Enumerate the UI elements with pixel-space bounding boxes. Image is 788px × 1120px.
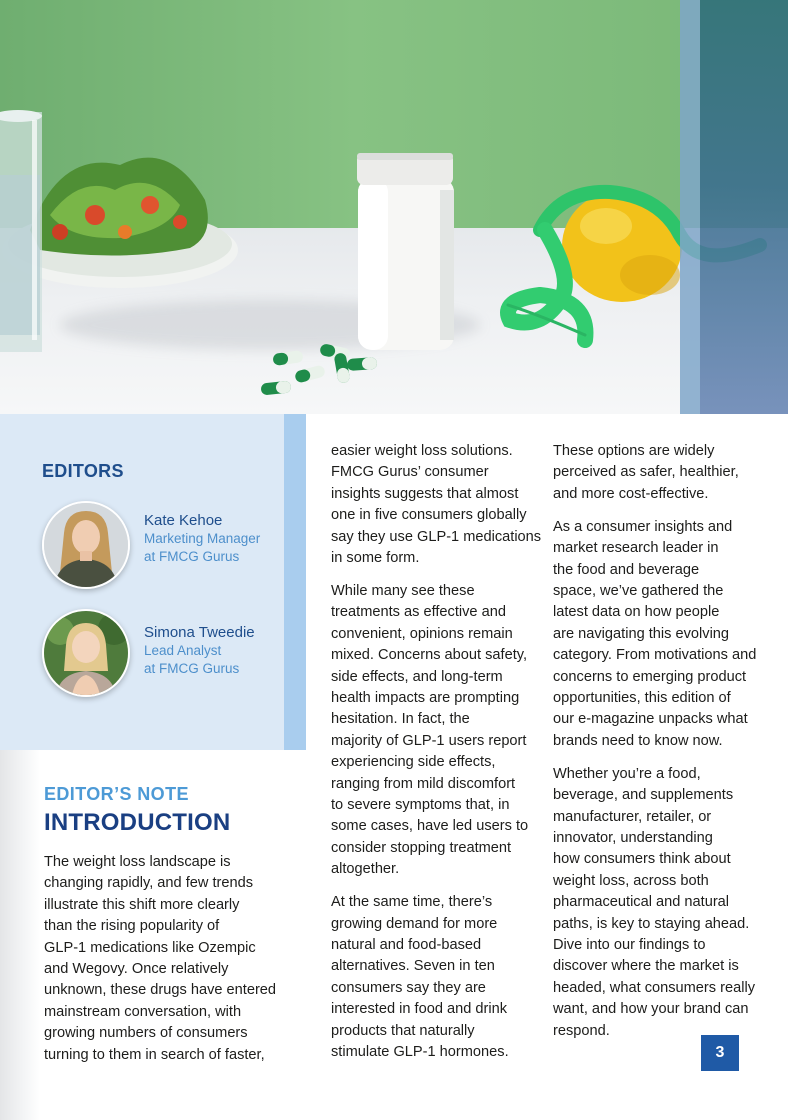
text-line: opportunities, this edition of <box>553 689 731 706</box>
text-column-1 <box>44 852 276 1078</box>
text-line: majority of GLP-1 users report <box>331 732 527 749</box>
text-line: consider stopping treatment <box>331 839 512 856</box>
text-line: our e-magazine unpacks what <box>553 711 748 728</box>
editor-company: at FMCG Gurus <box>144 661 240 676</box>
avatar <box>42 501 130 589</box>
editor-company: at FMCG Gurus <box>144 549 240 564</box>
text-line: At the same time, there’s <box>331 894 493 911</box>
text-line: paths, is key to staying ahead. <box>553 915 750 932</box>
text-line: to severe symptoms that, in <box>331 797 510 813</box>
text-line: unknown, these drugs have entered <box>44 982 277 999</box>
text-line: and Wegovy. Once relatively <box>44 961 229 978</box>
text-line: latest data on how people <box>553 604 720 621</box>
paragraph <box>553 764 756 1042</box>
text-line: natural and food-based <box>331 936 482 953</box>
text-line: innovator, understanding <box>553 829 713 846</box>
text-line: FMCG Gurus’ consumer <box>331 464 489 481</box>
text-line: than the rising popularity of <box>44 918 220 935</box>
text-line: These options are widely <box>553 443 715 459</box>
section-kicker: EDITOR’S NOTE <box>44 784 189 804</box>
decorative-stripe-dark <box>700 0 788 414</box>
text-line: are navigating this evolving <box>553 625 730 642</box>
text-line: side effects, and long-term <box>331 668 503 685</box>
hero-photo <box>0 0 788 414</box>
editor-portrait-image <box>44 503 128 587</box>
text-line: Whether you’re a food, <box>553 765 701 782</box>
capsules-image <box>260 343 377 396</box>
text-line: GLP-1 medications like Ozempic <box>44 939 256 956</box>
text-line: beverage, and supplements <box>553 787 734 804</box>
section-title: INTRODUCTION <box>44 809 231 836</box>
paragraph <box>331 892 541 1063</box>
editor-name: Kate Kehoe <box>144 512 223 529</box>
paragraph <box>553 517 756 752</box>
text-line: alternatives. Seven in ten <box>331 958 495 975</box>
editor-portrait-image <box>44 611 128 695</box>
text-line: growing numbers of consumers <box>44 1025 248 1042</box>
text-line: market research leader in <box>553 540 719 557</box>
text-line: insights suggests that almost <box>331 485 519 502</box>
text-line: and more cost-effective. <box>553 485 709 502</box>
text-line: mainstream conversation, with <box>44 1003 242 1020</box>
decorative-stripe <box>680 0 700 414</box>
text-line: brands need to know now. <box>553 732 723 749</box>
text-line: products that naturally <box>331 1022 475 1039</box>
text-line: ranging from mild discomfort <box>331 775 516 792</box>
text-line: altogether. <box>331 861 400 878</box>
text-line: manufacturer, retailer, or <box>553 808 712 825</box>
text-line: While many see these <box>331 582 475 599</box>
text-line: experiencing side effects, <box>331 754 496 771</box>
avatar <box>42 609 130 697</box>
page-number-badge: 3 <box>701 1035 739 1071</box>
text-line: turning to them in search of faster, <box>44 1046 265 1063</box>
paragraph <box>331 441 541 569</box>
editor-name: Simona Tweedie <box>144 624 255 641</box>
text-column-3 <box>553 441 756 1053</box>
editor-role: Lead Analyst <box>144 643 222 658</box>
supplement-bottle-image <box>357 153 454 350</box>
water-glass-image <box>0 110 42 352</box>
text-line: space, we’ve gathered the <box>553 582 724 599</box>
text-line: interested in food and drink <box>331 1001 508 1018</box>
text-line: perceived as safer, healthier, <box>553 464 739 481</box>
text-line: consumers say they are <box>331 979 486 996</box>
text-line: hesitation. In fact, the <box>331 711 470 728</box>
text-line: discover where the market is <box>553 958 739 975</box>
text-line: treatments as effective and <box>331 604 506 621</box>
text-line: respond. <box>553 1022 610 1039</box>
editors-panel-accent <box>284 414 306 750</box>
text-line: mixed. Concerns about safety, <box>331 647 528 664</box>
text-line: convenient, opinions remain <box>331 625 513 642</box>
text-line: in some form. <box>331 550 420 567</box>
text-line: growing demand for more <box>331 915 498 932</box>
text-line: one in five consumers globally <box>331 507 527 524</box>
text-line: some cases, have led users to <box>331 818 529 835</box>
text-line: pharmaceutical and natural <box>553 894 730 911</box>
editors-heading: EDITORS <box>42 461 124 481</box>
text-line: say they use GLP-1 medications <box>331 528 542 545</box>
text-line: stimulate GLP-1 hormones. <box>331 1043 509 1060</box>
text-line: weight loss, across both <box>553 872 709 889</box>
text-line: category. From motivations and <box>553 647 757 664</box>
hero-illustration <box>0 0 788 414</box>
text-line: changing rapidly, and few trends <box>44 875 254 892</box>
text-line: The weight loss landscape is <box>44 854 231 870</box>
text-line: As a consumer insights and <box>553 518 733 535</box>
text-line: illustrate this shift more clearly <box>44 896 240 913</box>
text-line: want, and how your brand can <box>553 1001 749 1018</box>
text-line: easier weight loss solutions. <box>331 443 513 459</box>
editor-role: Marketing Manager <box>144 531 261 546</box>
text-line: Dive into our findings to <box>553 936 706 953</box>
text-line: headed, what consumers really <box>553 979 755 996</box>
page-fold-shadow <box>0 750 40 1120</box>
text-line: concerns to emerging product <box>553 668 747 685</box>
text-column-2 <box>331 441 541 1075</box>
text-line: how consumers think about <box>553 851 731 868</box>
paragraph <box>553 441 756 505</box>
text-line: the food and beverage <box>553 561 700 578</box>
paragraph <box>44 852 276 1066</box>
paragraph <box>331 581 541 881</box>
text-line: health impacts are prompting <box>331 689 520 706</box>
